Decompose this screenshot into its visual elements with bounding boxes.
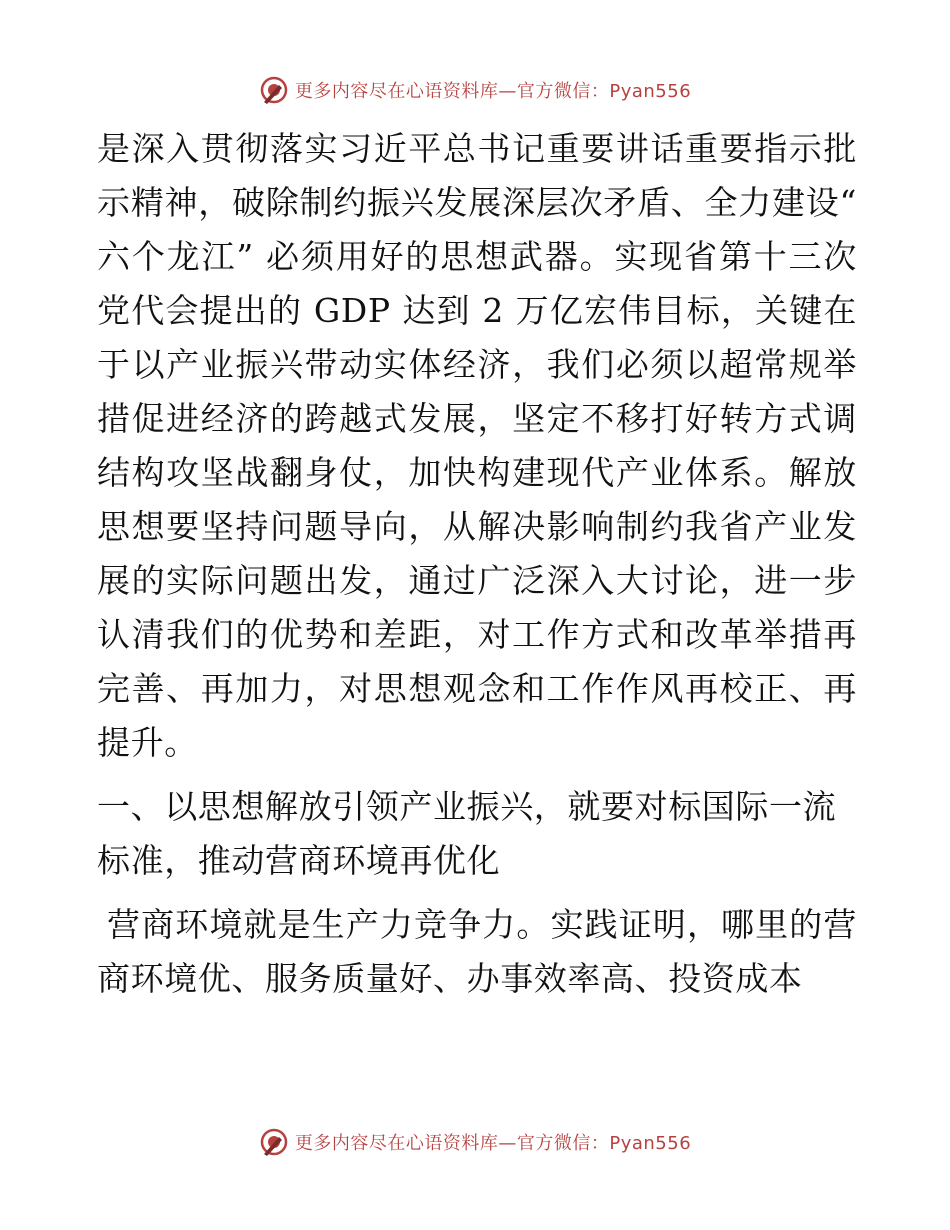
pen-circle-logo-icon bbox=[259, 75, 289, 105]
section-heading: 一、以思想解放引领产业振兴，就要对标国际一流标准，推动营商环境再优化 bbox=[97, 787, 837, 880]
watermark-text: 更多内容尽在心语资料库—官方微信：Pyan556 bbox=[294, 81, 692, 102]
watermark-text: 更多内容尽在心语资料库—官方微信：Pyan556 bbox=[294, 1133, 692, 1154]
footer-watermark bbox=[0, 1124, 950, 1160]
header-watermark bbox=[0, 72, 950, 108]
pen-circle-logo-icon bbox=[259, 1127, 289, 1157]
body-paragraph: 营商环境就是生产力竞争力。实践证明，哪里的营商环境优、服务质量好、办事效率高、投资成本 bbox=[97, 905, 857, 998]
document-body bbox=[97, 122, 857, 1006]
body-paragraph: 是深入贯彻落实习近平总书记重要讲话重要指示批示精神，破除制约振兴发展深层次矛盾、全力建设“ 六个龙江” 必须用好的思想武器。实现省第十三次党代会提出的 GDP 达到 2 万亿宏伟目标，关键在于以产业振兴带动实体经济，我们必须以超常规举措促进经济的跨越式发展，坚定不移打好转方式调结构攻坚战翻身仗，加快构建现代产业体系。解放思想要坚持问题导向，从解决影响制约我省产业发展的实际问题出发，通过广泛深入大讨论，进一步认清我们的优势和差距，对工作方式和改革举措再完善、再加力，对思想观念和工作作风再校正、再提升。 bbox=[97, 129, 857, 762]
